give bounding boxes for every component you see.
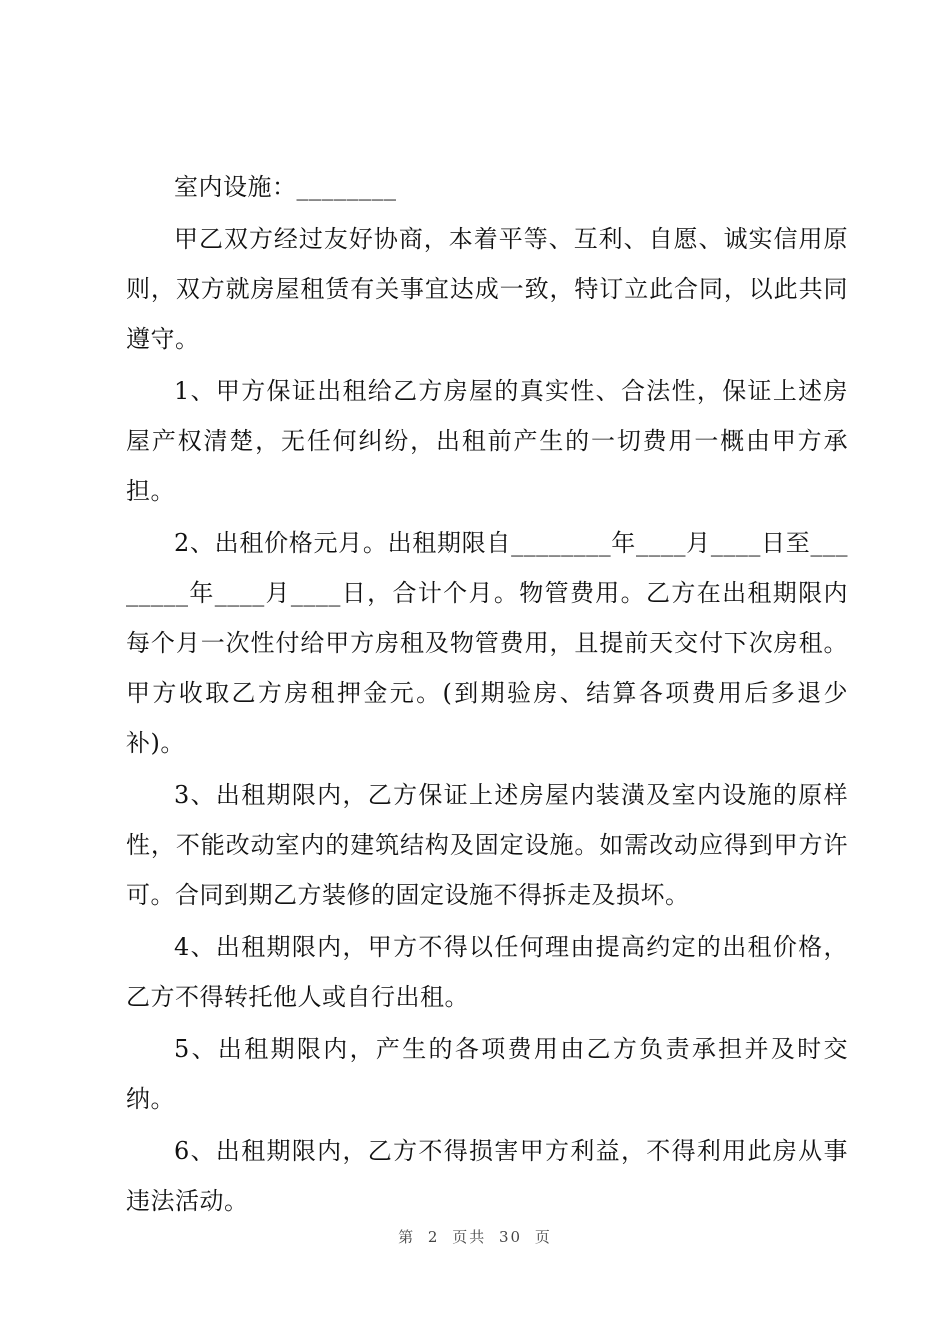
- paragraph-clause-1: 1、甲方保证出租给乙方房屋的真实性、合法性，保证上述房屋产权清楚，无任何纠纷，出租前产生的一切费用一概由甲方承担。: [126, 377, 848, 505]
- page-number-footer: 第 2 页共 30 页: [398, 1228, 552, 1246]
- paragraph-clause-5: 5、出租期限内，产生的各项费用由乙方负责承担并及时交纳。: [126, 1035, 848, 1113]
- document-body: [126, 162, 848, 1228]
- paragraph-clause-6: 6、出租期限内，乙方不得损害甲方利益，不得利用此房从事违法活动。: [126, 1137, 848, 1215]
- paragraph-preamble: 甲乙双方经过友好协商，本着平等、互利、自愿、诚实信用原则，双方就房屋租赁有关事宜达成一致，特订立此合同，以此共同遵守。: [126, 225, 848, 353]
- paragraph-facilities: 室内设施：________: [174, 173, 397, 201]
- paragraph-clause-4: 4、出租期限内，甲方不得以任何理由提高约定的出租价格，乙方不得转托他人或自行出租。: [126, 933, 848, 1011]
- paragraph-clause-3: 3、出租期限内，乙方保证上述房屋内装潢及室内设施的原样性，不能改动室内的建筑结构及固定设施。如需改动应得到甲方许可。合同到期乙方装修的固定设施不得拆走及损坏。: [126, 781, 848, 909]
- paragraph-clause-2: 2、出租价格元月。出租期限自________年____月____日至________年____月____日，合计个月。物管费用。乙方在出租期限内每个月一次性付给甲方房租及物管费用，且提前天交付下次房租。甲方收取乙方房租押金元。(到期验房、结算各项费用后多退少补)。: [126, 529, 848, 757]
